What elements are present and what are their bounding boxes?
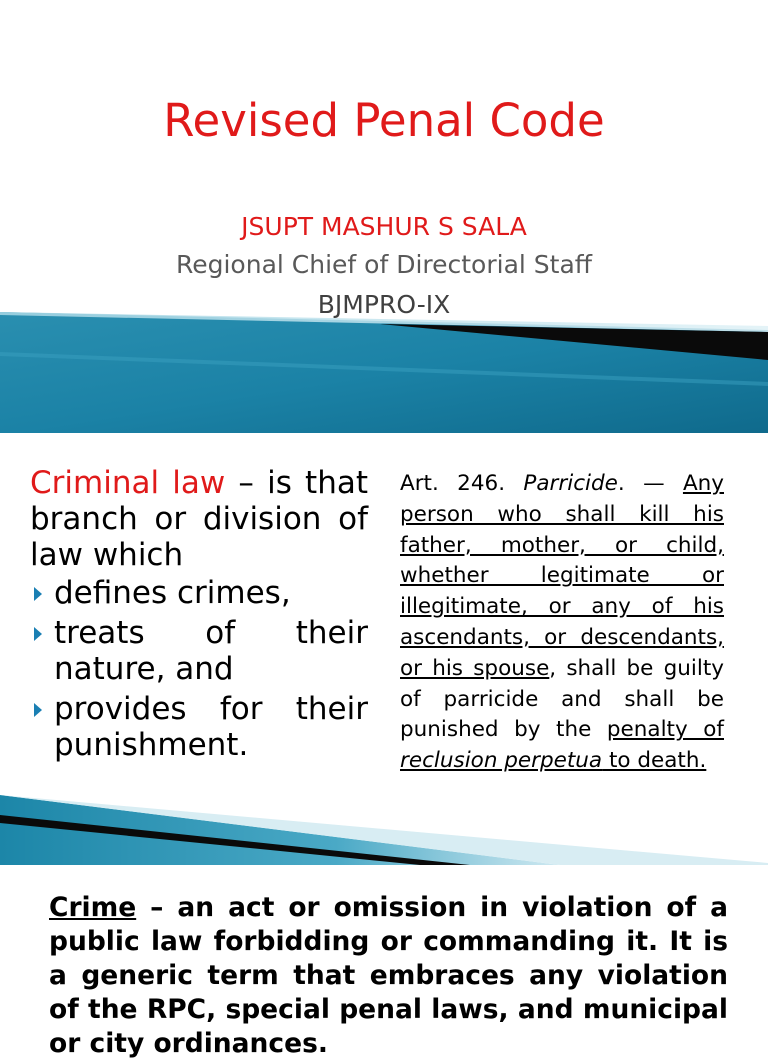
slide-criminal-law xyxy=(0,433,768,865)
crime-text: – an act or omission in violation of a public law forbidding or commanding it. It is a generic term that embraces any violation of the RPC, special penal laws, and municipal or city ordinances. xyxy=(49,892,728,1059)
bullet-item xyxy=(30,575,368,611)
bullet-item xyxy=(30,615,368,687)
article-name: Parricide xyxy=(523,471,618,496)
article-penalty-label: penalty of xyxy=(606,717,724,743)
criminal-law-definition xyxy=(30,465,368,573)
presenter-position: Regional Chief of Directorial Staff xyxy=(175,250,592,279)
article-number: Art. 246. xyxy=(400,471,524,496)
bullet-arrow-icon xyxy=(34,627,42,641)
bullet-arrow-icon xyxy=(34,703,42,717)
article-246-text xyxy=(400,469,724,777)
bullet-arrow-icon xyxy=(34,587,42,601)
crime-definition xyxy=(49,891,728,1061)
crime-term: Crime xyxy=(49,892,137,923)
presenter-office: BJMPRO-IX xyxy=(317,290,451,319)
bullet-text: treats of their nature, and xyxy=(54,615,368,687)
article-text-underlined: Any person who shall kill his father, mother, or child, whether legitimate or illegitimate, or any of his ascendants, or descendants, or his spouse xyxy=(400,471,724,681)
article-penalty-term: reclusion perpetua xyxy=(400,748,603,774)
article-text: , shall be guilty of parricide and shall be punished by the xyxy=(400,655,724,743)
bullet-text: defines crimes, xyxy=(54,575,291,611)
criminal-law-bullets xyxy=(30,575,368,763)
criminal-law-column xyxy=(30,465,368,767)
presenter-name: JSUPT MASHUR S SALA xyxy=(241,212,527,241)
decorative-wave-band-bottom xyxy=(0,773,768,865)
slide-title xyxy=(0,0,768,433)
bullet-item xyxy=(30,691,368,763)
definition-term: Criminal law xyxy=(30,465,226,501)
decorative-wave-band xyxy=(0,312,768,433)
slide-title-heading: Revised Penal Code xyxy=(163,94,605,147)
slide-crime-definition xyxy=(0,865,768,1059)
article-dash: . — xyxy=(617,471,683,496)
article-penalty-end: to death. xyxy=(602,748,707,774)
definition-text: – is that branch or division of law which xyxy=(30,465,369,573)
bullet-text: provides for their punishment. xyxy=(54,691,368,763)
